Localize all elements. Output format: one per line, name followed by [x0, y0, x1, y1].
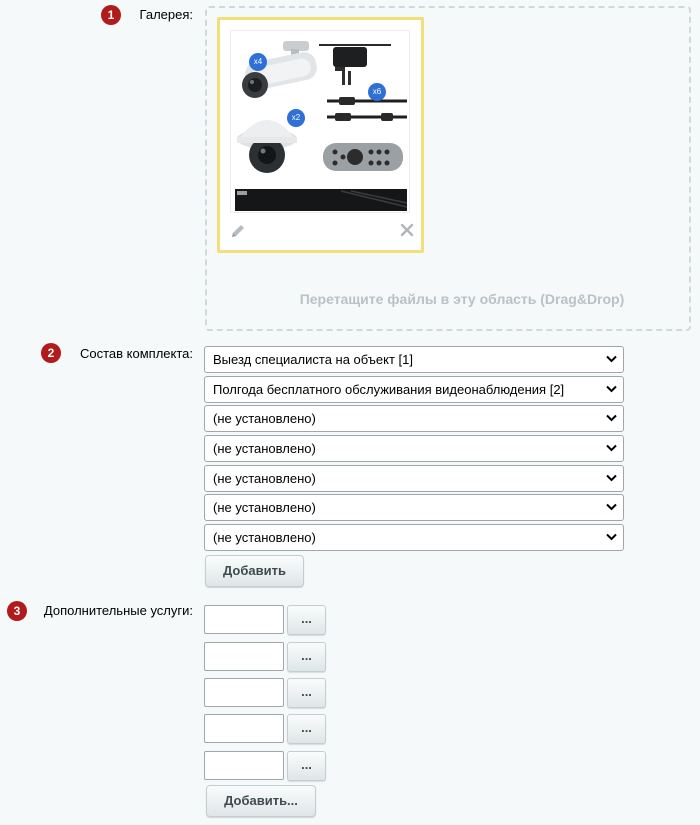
close-icon[interactable] [399, 222, 415, 238]
kit-select-value: Выезд специалиста на объект [1] [213, 352, 414, 367]
quantity-badge-cables: x6 [368, 83, 386, 101]
gallery-thumbnail[interactable] [217, 17, 424, 253]
service-input-4[interactable] [204, 714, 284, 743]
step-2-badge: 2 [41, 343, 61, 363]
kit-select-value: (не установлено) [213, 411, 316, 426]
kit-select-6[interactable] [204, 494, 624, 521]
product-kit-image [230, 30, 410, 213]
service-input-2[interactable] [204, 642, 284, 671]
chevron-down-icon [606, 474, 617, 482]
gallery-label: Галерея: [139, 7, 193, 22]
step-1-badge: 1 [101, 5, 121, 25]
service-browse-button-1[interactable]: ... [287, 605, 326, 635]
kit-select-3[interactable] [204, 405, 624, 432]
kit-select-value: Полгода бесплатного обслуживания видеонаблюдения [2] [213, 382, 565, 397]
quantity-badge-bullet: x4 [249, 53, 267, 71]
service-input-1[interactable] [204, 605, 284, 634]
service-browse-button-5[interactable]: ... [287, 751, 326, 781]
chevron-down-icon [606, 503, 617, 511]
service-input-5[interactable] [204, 751, 284, 780]
kit-label: Состав комплекта: [79, 346, 193, 361]
service-browse-button-2[interactable]: ... [287, 642, 326, 672]
kit-select-value: (не установлено) [213, 441, 316, 456]
kit-select-1[interactable] [204, 346, 624, 373]
service-browse-button-3[interactable]: ... [287, 678, 326, 708]
add-kit-item-button[interactable]: Добавить [205, 555, 304, 587]
chevron-down-icon [606, 414, 617, 422]
kit-select-5[interactable] [204, 465, 624, 492]
kit-select-value: (не установлено) [213, 500, 316, 515]
add-service-button[interactable]: Добавить... [206, 785, 316, 817]
pencil-icon[interactable] [230, 223, 246, 239]
chevron-down-icon [606, 385, 617, 393]
kit-select-value: (не установлено) [213, 471, 316, 486]
kit-select-4[interactable] [204, 435, 624, 462]
service-input-3[interactable] [204, 678, 284, 707]
chevron-down-icon [606, 355, 617, 363]
chevron-down-icon [606, 533, 617, 541]
step-3-badge: 3 [7, 601, 27, 621]
chevron-down-icon [606, 444, 617, 452]
kit-select-value: (не установлено) [213, 530, 316, 545]
kit-select-2[interactable] [204, 376, 624, 403]
services-label: Дополнительные услуги: [43, 603, 193, 618]
kit-select-7[interactable] [204, 524, 624, 551]
quantity-badge-dome: x2 [287, 109, 305, 127]
service-browse-button-4[interactable]: ... [287, 714, 326, 744]
dropzone-hint: Перетащите файлы в эту область (Drag&Drop) [299, 291, 625, 307]
